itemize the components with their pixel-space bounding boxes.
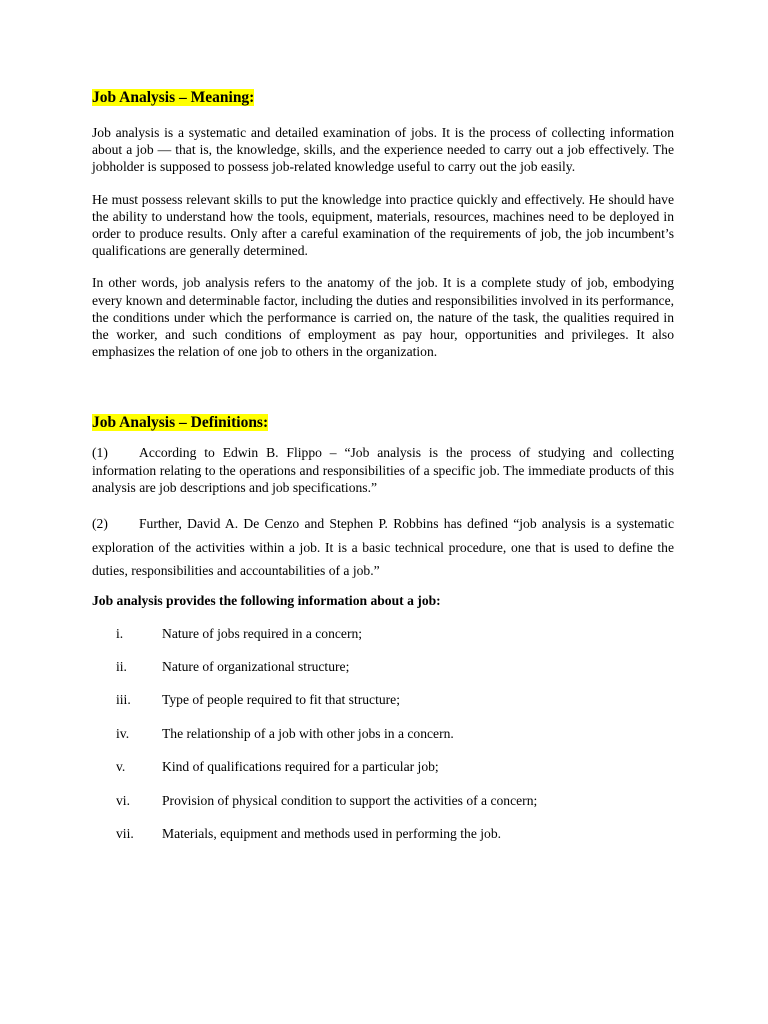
meaning-paragraph-2: He must possess relevant skills to put the knowledge into practice quickly and effectively. He should have the ability to understand how the tools, equipment, materials, resources, machines need to be deployed in order to produce results. Only after a careful examination of the requirements of job, the job incumbent’s qualifications are generally determined. — [92, 191, 674, 259]
definition-2-text: Further, David A. De Cenzo and Stephen P. Robbins has defined “job analysis is a systematic exploration of the activities within a job. It is a basic technical procedure, one that is used to define the duties, responsibilities and accountabilities of a job.” — [92, 516, 674, 579]
document-page — [92, 84, 674, 858]
list-item-text: The relationship of a job with other jobs in a concern. — [162, 725, 454, 741]
meaning-paragraph-1: Job analysis is a systematic and detailed examination of jobs. It is the process of collecting information about a job — that is, the knowledge, skills, and the experience needed to carry out a job effectively. The jobholder is supposed to possess job-related knowledge useful to carry out the job easily. — [92, 125, 674, 175]
meaning-heading-text: Job Analysis – Meaning: — [92, 89, 255, 106]
definition-2 — [92, 512, 674, 583]
information-list — [92, 625, 674, 859]
list-item — [92, 792, 674, 825]
definition-1-number: (1) — [92, 445, 108, 461]
list-item-numeral: vi. — [116, 792, 130, 808]
definitions-heading — [92, 412, 674, 434]
definitions-heading-text: Job Analysis – Definitions: — [92, 414, 269, 432]
list-item-text: Kind of qualifications required for a particular job; — [162, 759, 439, 775]
list-item-numeral: ii. — [116, 658, 127, 674]
list-item-numeral: iii. — [116, 692, 131, 708]
list-item-numeral: vii. — [116, 825, 134, 841]
list-item — [92, 758, 674, 791]
list-item — [92, 625, 674, 658]
definition-2-number: (2) — [92, 516, 108, 532]
meaning-heading — [92, 87, 674, 109]
list-item — [92, 725, 674, 758]
list-item-text: Type of people required to fit that structure; — [162, 692, 400, 708]
list-item — [92, 658, 674, 691]
list-item — [92, 825, 674, 858]
list-item — [92, 691, 674, 724]
list-item-numeral: i. — [116, 625, 124, 641]
list-item-text: Nature of jobs required in a concern; — [162, 625, 363, 641]
definition-1 — [92, 444, 674, 496]
meaning-paragraph-3: In other words, job analysis refers to the anatomy of the job. It is a complete study of job, embodying every known and determinable factor, including the duties and responsibilities involved in its performance, the conditions under which the performance is carried on, the nature of the task, the qualities required in the worker, and such conditions of employment as pay hour, opportunities and privileges. It also emphasizes the relation of one job to others in the organization. — [92, 275, 674, 360]
list-item-text: Materials, equipment and methods used in performing the job. — [162, 825, 502, 841]
definition-1-text: According to Edwin B. Flippo – “Job analysis is the process of studying and collecting information relating to the operations and responsibilities of a specific job. The immediate products of this analysis are job descriptions and job specifications.” — [92, 445, 674, 495]
list-item-numeral: iv. — [116, 725, 130, 741]
list-item-text: Provision of physical condition to support the activities of a concern; — [162, 792, 538, 808]
list-item-text: Nature of organizational structure; — [162, 658, 350, 674]
list-item-numeral: v. — [116, 759, 126, 775]
information-summary: Job analysis provides the following information about a job: — [92, 592, 441, 608]
